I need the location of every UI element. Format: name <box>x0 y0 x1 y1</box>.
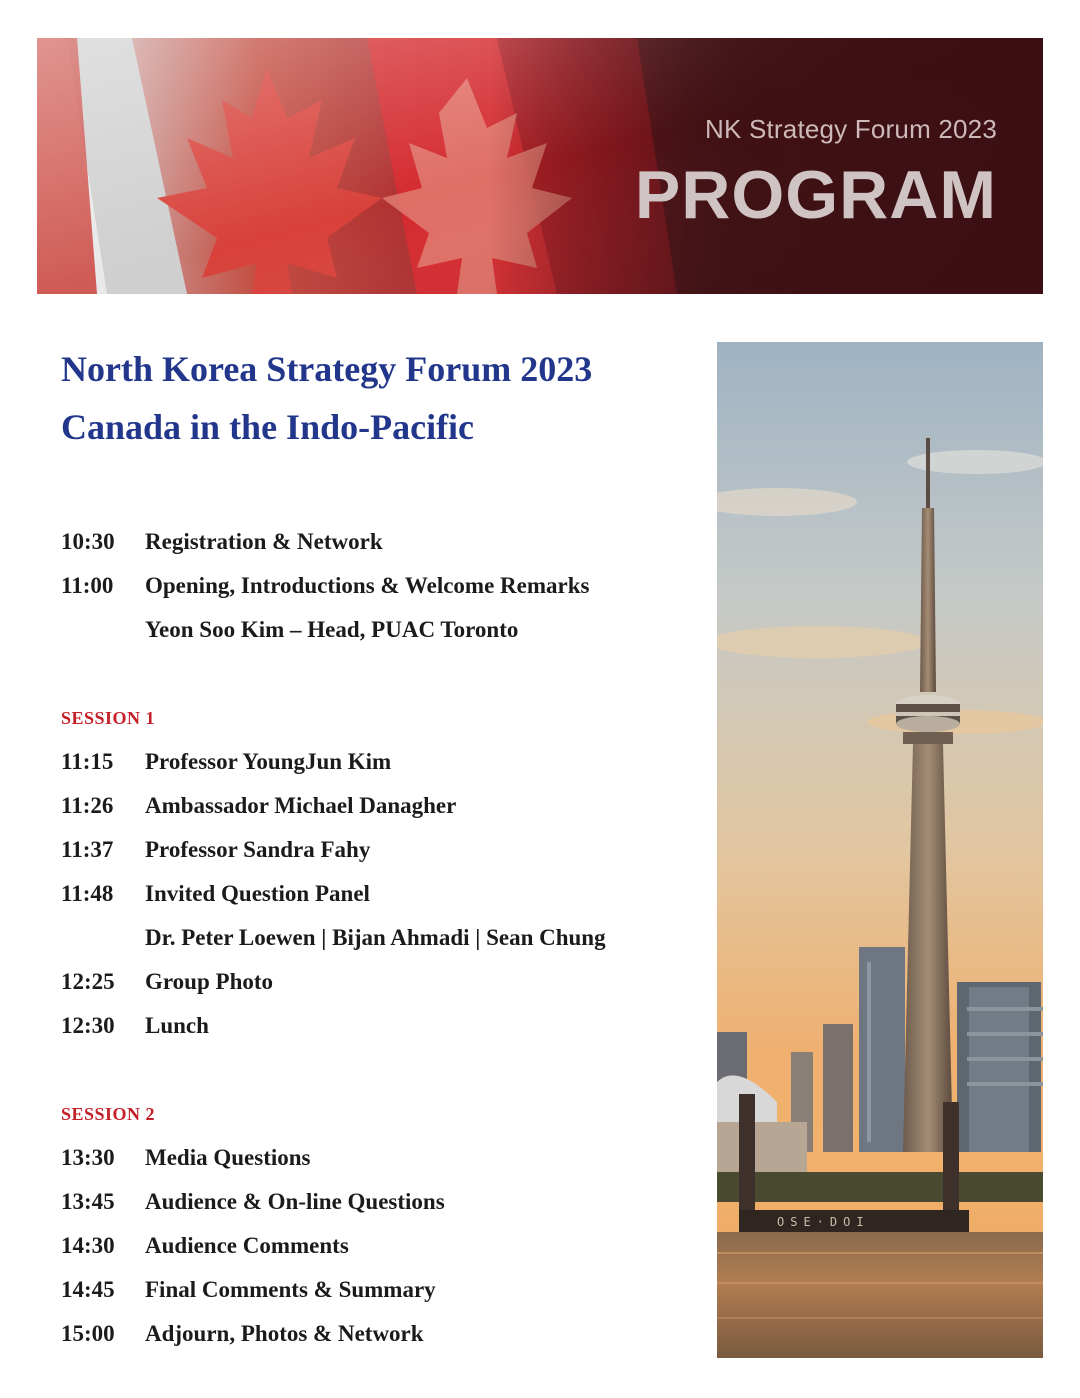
schedule-item: Opening, Introductions & Welcome Remarks <box>145 573 590 598</box>
schedule-time: 12:25 <box>61 969 115 994</box>
schedule-item: Final Comments & Summary <box>145 1277 436 1302</box>
schedule-item: Invited Question Panel <box>145 881 370 906</box>
schedule-item: Dr. Peter Loewen | Bijan Ahmadi | Sean Chung <box>145 925 606 950</box>
schedule-item: Group Photo <box>145 969 274 994</box>
schedule-time: 10:30 <box>61 529 115 554</box>
program-schedule <box>61 520 701 1356</box>
schedule-item: Registration & Network <box>145 529 383 554</box>
schedule-row <box>61 916 701 960</box>
schedule-item: Audience Comments <box>145 1233 349 1258</box>
session-2-label: SESSION 2 <box>61 1104 156 1124</box>
schedule-time: 11:48 <box>61 881 114 906</box>
schedule-time: 13:45 <box>61 1189 115 1214</box>
schedule-row <box>61 1312 701 1356</box>
schedule-time: 11:00 <box>61 573 114 598</box>
schedule-row <box>61 740 701 784</box>
schedule-row <box>61 872 701 916</box>
forum-heading <box>61 340 691 456</box>
schedule-time: 11:37 <box>61 837 114 862</box>
schedule-row <box>61 784 701 828</box>
forum-theme: Canada in the Indo-Pacific <box>61 407 475 447</box>
schedule-time <box>61 916 145 960</box>
schedule-row <box>61 1136 701 1180</box>
schedule-time: 14:30 <box>61 1233 115 1258</box>
forum-title: North Korea Strategy Forum 2023 <box>61 349 593 389</box>
schedule-row <box>61 828 701 872</box>
schedule-row <box>61 608 701 652</box>
schedule-row <box>61 1224 701 1268</box>
banner-title: PROGRAM <box>634 157 997 233</box>
program-banner <box>37 38 1043 294</box>
banner-subtitle: NK Strategy Forum 2023 <box>705 114 997 144</box>
schedule-time <box>61 608 145 652</box>
schedule-time: 11:26 <box>61 793 114 818</box>
schedule-time: 14:45 <box>61 1277 115 1302</box>
schedule-item: Lunch <box>145 1013 209 1038</box>
spacer <box>61 652 701 696</box>
schedule-row <box>61 564 701 608</box>
dock-sign: OSE·DOI <box>777 1215 870 1229</box>
schedule-row <box>61 1004 701 1048</box>
schedule-item: Ambassador Michael Danagher <box>145 793 457 818</box>
schedule-row <box>61 520 701 564</box>
cn-tower-photo <box>717 342 1043 1358</box>
session-1-label: SESSION 1 <box>61 708 156 728</box>
schedule-row <box>61 1268 701 1312</box>
schedule-item: Professor Sandra Fahy <box>145 837 371 862</box>
schedule-item: Adjourn, Photos & Network <box>145 1321 424 1346</box>
schedule-item: Professor YoungJun Kim <box>145 749 392 774</box>
schedule-row <box>61 960 701 1004</box>
schedule-time: 13:30 <box>61 1145 115 1170</box>
schedule-item: Audience & On-line Questions <box>145 1189 445 1214</box>
schedule-item: Media Questions <box>145 1145 311 1170</box>
schedule-time: 15:00 <box>61 1321 115 1346</box>
schedule-time: 12:30 <box>61 1013 115 1038</box>
toronto-skyline-image <box>717 342 1043 1358</box>
schedule-time: 11:15 <box>61 749 114 774</box>
schedule-row <box>61 1180 701 1224</box>
schedule-item: Yeon Soo Kim – Head, PUAC Toronto <box>145 617 519 642</box>
spacer <box>61 1048 701 1092</box>
